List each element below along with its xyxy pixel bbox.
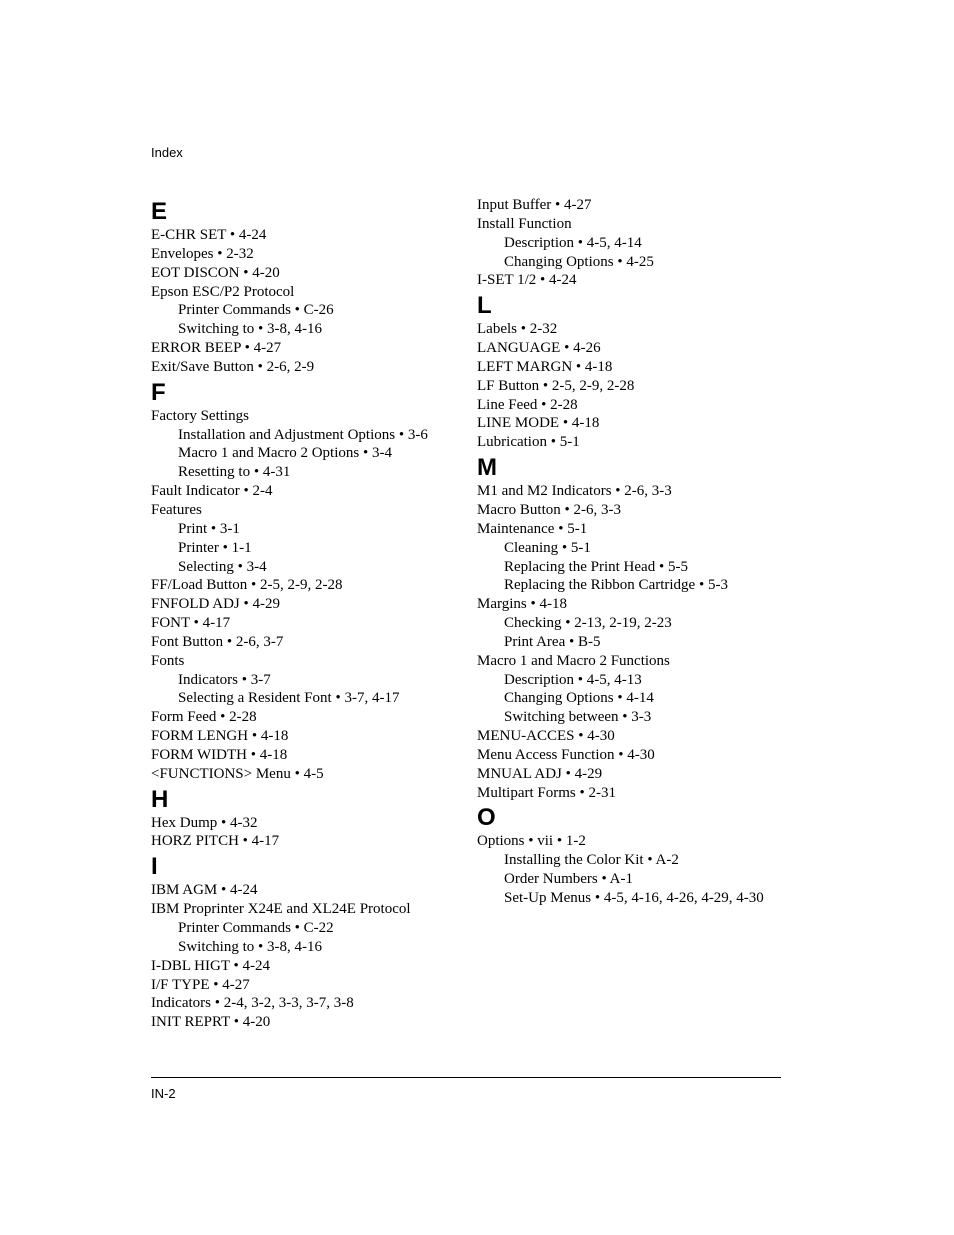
index-entry: Labels • 2-32 <box>477 321 558 338</box>
index-entry: Envelopes • 2-32 <box>151 245 254 262</box>
index-entry: Macro 1 and Macro 2 Functions <box>477 652 670 669</box>
index-entry: I/F TYPE • 4-27 <box>151 976 250 993</box>
index-entry: ERROR BEEP • 4-27 <box>151 340 282 357</box>
index-subentry: Installing the Color Kit • A-2 <box>504 852 679 869</box>
index-entry: Margins • 4-18 <box>477 596 567 613</box>
index-entry: Menu Access Function • 4-30 <box>477 746 655 763</box>
section-letter-o: O <box>477 804 496 832</box>
index-entry: Font Button • 2-6, 3-7 <box>151 633 284 650</box>
index-subentry: Order Numbers • A-1 <box>504 871 633 888</box>
index-entry: IBM Proprinter X24E and XL24E Protocol <box>151 901 411 918</box>
index-entry: Line Feed • 2-28 <box>477 396 578 413</box>
section-letter-h: H <box>151 785 169 813</box>
index-column-left <box>151 196 471 1032</box>
index-subentry: Changing Options • 4-14 <box>504 690 654 707</box>
index-entry: Macro Button • 2-6, 3-3 <box>477 501 621 518</box>
section-letter-e: E <box>151 198 168 225</box>
index-entry: FNFOLD ADJ • 4-29 <box>151 596 281 613</box>
index-subentry: Selecting a Resident Font • 3-7, 4-17 <box>178 690 400 707</box>
index-entry: E-CHR SET • 4-24 <box>151 227 267 243</box>
index-subentry: Printer Commands • C-26 <box>178 302 334 319</box>
index-entry: Factory Settings <box>151 407 249 424</box>
index-entry: LF Button • 2-5, 2-9, 2-28 <box>477 377 635 394</box>
page-header-title: Index <box>151 145 183 160</box>
index-entry: Options • vii • 1-2 <box>477 833 586 850</box>
index-entry: Epson ESC/P2 Protocol <box>151 283 295 300</box>
index-subentry: Resetting to • 4-31 <box>178 464 291 481</box>
index-entry: Multipart Forms • 2-31 <box>477 784 616 801</box>
index-entry: FF/Load Button • 2-5, 2-9, 2-28 <box>151 577 343 594</box>
index-entry: Exit/Save Button • 2-6, 2-9 <box>151 358 315 375</box>
index-entry: EOT DISCON • 4-20 <box>151 264 280 281</box>
index-subentry: Description • 4-5, 4-13 <box>504 671 642 688</box>
index-entry: MENU-ACCES • 4-30 <box>477 728 615 745</box>
index-entry: Maintenance • 5-1 <box>477 520 588 537</box>
index-entry: I-SET 1/2 • 4-24 <box>477 272 577 289</box>
index-entry: Form Feed • 2-28 <box>151 709 257 726</box>
index-entry: Indicators • 2-4, 3-2, 3-3, 3-7, 3-8 <box>151 995 354 1012</box>
index-subentry: Selecting • 3-4 <box>178 558 267 575</box>
index-entry: Input Buffer • 4-27 <box>477 197 592 213</box>
index-subentry: Installation and Adjustment Options • 3-6 <box>178 426 428 443</box>
page-number: IN-2 <box>151 1086 176 1101</box>
index-entry: M1 and M2 Indicators • 2-6, 3-3 <box>477 483 672 500</box>
index-entry: MNUAL ADJ • 4-29 <box>477 765 603 782</box>
index-entry: FORM WIDTH • 4-18 <box>151 746 288 763</box>
section-letter-i: I <box>151 853 158 881</box>
section-letter-f: F <box>151 378 166 406</box>
index-subentry: Indicators • 3-7 <box>178 671 271 688</box>
index-entry: FONT • 4-17 <box>151 615 231 632</box>
index-entry: Fault Indicator • 2-4 <box>151 483 273 500</box>
index-column-right <box>477 196 797 908</box>
index-entry: INIT REPRT • 4-20 <box>151 1014 271 1031</box>
index-subentry: Changing Options • 4-25 <box>504 253 654 270</box>
index-subentry: Macro 1 and Macro 2 Options • 3-4 <box>178 445 392 462</box>
index-subentry: Replacing the Ribbon Cartridge • 5-3 <box>504 577 728 594</box>
index-entry: Hex Dump • 4-32 <box>151 814 258 831</box>
index-entry: HORZ PITCH • 4-17 <box>151 833 280 850</box>
index-entry: LEFT MARGN • 4-18 <box>477 358 613 375</box>
index-entry: LANGUAGE • 4-26 <box>477 340 601 357</box>
index-entry: <FUNCTIONS> Menu • 4-5 <box>151 765 324 782</box>
index-entry: FORM LENGH • 4-18 <box>151 728 289 745</box>
index-subentry: Print Area • B-5 <box>504 633 601 650</box>
index-subentry: Switching to • 3-8, 4-16 <box>178 938 322 955</box>
index-subentry: Set-Up Menus • 4-5, 4-16, 4-26, 4-29, 4-30 <box>504 890 764 906</box>
index-subentry: Print • 3-1 <box>178 520 240 537</box>
footer-rule <box>151 1077 781 1078</box>
section-letter-l: L <box>477 292 492 320</box>
section-letter-m: M <box>477 454 497 482</box>
index-entry: Lubrication • 5-1 <box>477 434 580 451</box>
index-entry: Fonts <box>151 652 185 669</box>
index-subentry: Replacing the Print Head • 5-5 <box>504 558 688 575</box>
index-entry: I-DBL HIGT • 4-24 <box>151 957 270 974</box>
index-subentry: Printer • 1-1 <box>178 539 252 556</box>
index-entry: LINE MODE • 4-18 <box>477 415 600 432</box>
index-entry: Features <box>151 501 202 518</box>
index-entry: Install Function <box>477 215 572 232</box>
index-subentry: Switching to • 3-8, 4-16 <box>178 321 322 338</box>
index-subentry: Description • 4-5, 4-14 <box>504 234 642 251</box>
index-entry: IBM AGM • 4-24 <box>151 882 258 899</box>
index-subentry: Switching between • 3-3 <box>504 709 652 726</box>
index-subentry: Checking • 2-13, 2-19, 2-23 <box>504 615 672 632</box>
index-subentry: Cleaning • 5-1 <box>504 539 591 556</box>
index-subentry: Printer Commands • C-22 <box>178 920 334 936</box>
